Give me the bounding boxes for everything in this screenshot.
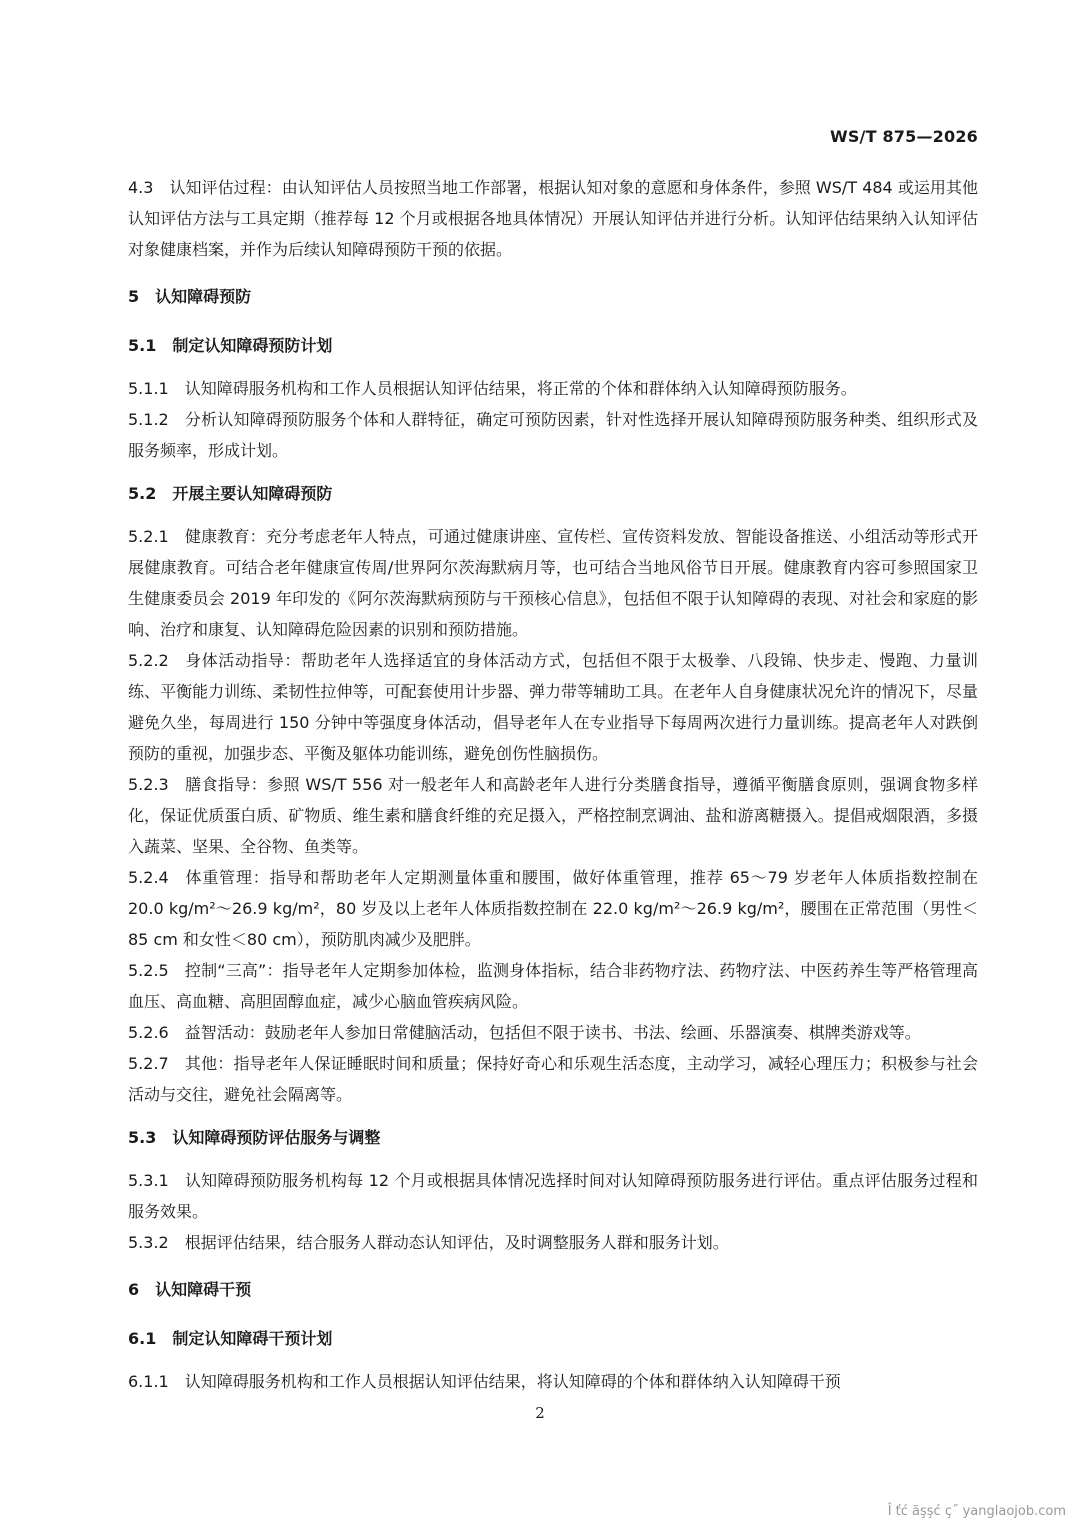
clause-number: 5.1.2 — [128, 410, 169, 429]
clause-paragraph — [128, 955, 978, 1017]
clause-number: 5.2.7 — [128, 1054, 169, 1073]
clause-number: 5.2 — [128, 484, 157, 503]
clause-paragraph — [128, 373, 978, 404]
clause-number: 5.1.1 — [128, 379, 169, 398]
clause-text: 根据评估结果，结合服务人群动态认知评估，及时调整服务人群和服务计划。 — [184, 1233, 729, 1252]
clause-text: 体重管理：指导和帮助老年人定期测量体重和腰围，做好体重管理，推荐 65～79 岁老年人体质指数控制在 20.0 kg/m²～26.9 kg/m²，80 岁及以上老年人体质指数控制在 22.0 kg/m²～26.9 kg/m²，腰围在正常范围（男性＜85 cm 和女性＜80 cm），预防肌肉减少及肥胖。 — [128, 868, 978, 949]
section-heading — [128, 281, 978, 312]
clause-paragraph — [128, 172, 978, 265]
clause-paragraph — [128, 404, 978, 466]
clause-paragraph — [128, 1227, 978, 1258]
clause-text: 开展主要认知障碍预防 — [172, 484, 333, 503]
clause-text: 认知评估过程：由认知评估人员按照当地工作部署，根据认知对象的意愿和身体条件，参照 WS/T 484 或运用其他认知评估方法与工具定期（推荐每 12 个月或根据各地具体情况）开展认知评估并进行分析。认知评估结果纳入认知评估对象健康档案，并作为后续认知障碍预防干预的依据。 — [128, 178, 978, 259]
clause-number: 5.3 — [128, 1128, 157, 1147]
clause-paragraph — [128, 1165, 978, 1227]
clause-text: 其他：指导老年人保证睡眠时间和质量；保持好奇心和乐观生活态度，主动学习，减轻心理压力；积极参与社会活动与交往，避免社会隔离等。 — [128, 1054, 978, 1104]
clause-number: 5.2.6 — [128, 1023, 169, 1042]
clause-text: 益智活动：鼓励老年人参加日常健脑活动，包括但不限于读书、书法、绘画、乐器演奏、棋牌类游戏等。 — [184, 1023, 921, 1042]
clause-number: 5.2.4 — [128, 868, 169, 887]
clause-number: 5.2.2 — [128, 651, 169, 670]
clause-text: 身体活动指导：帮助老年人选择适宜的身体活动方式，包括但不限于太极拳、八段锦、快步走、慢跑、力量训练、平衡能力训练、柔韧性拉伸等，可配套使用计步器、弹力带等辅助工具。在老年人自身健康状况允许的情况下，尽量避免久坐，每周进行 150 分钟中等强度身体活动，倡导老年人在专业指导下每周两次进行力量训练。提高老年人对跌倒预防的重视，加强步态、平衡及躯体功能训练，避免创伤性脑损伤。 — [128, 651, 978, 763]
standard-code: WS/T 875—2026 — [829, 127, 978, 146]
watermark: Î ťć ãşşć ç˝ yanglaojob.com — [887, 1504, 1066, 1519]
subsection-heading — [128, 1323, 978, 1354]
subsection-heading — [128, 1122, 978, 1153]
clause-text: 认知障碍预防 — [155, 287, 252, 306]
clause-number: 6.1 — [128, 1329, 157, 1348]
clause-text: 制定认知障碍干预计划 — [172, 1329, 333, 1348]
clause-paragraph — [128, 1017, 978, 1048]
clause-paragraph — [128, 521, 978, 645]
clause-paragraph — [128, 645, 978, 769]
section-heading — [128, 1274, 978, 1305]
subsection-heading — [128, 478, 978, 509]
clause-text: 制定认知障碍预防计划 — [172, 336, 333, 355]
clause-number: 5.2.1 — [128, 527, 169, 546]
clause-text: 膳食指导：参照 WS/T 556 对一般老年人和高龄老年人进行分类膳食指导，遵循平衡膳食原则，强调食物多样化，保证优质蛋白质、矿物质、维生素和膳食纤维的充足摄入，严格控制烹调油、盐和游离糖摄入。提倡戒烟限酒，多摄入蔬菜、坚果、全谷物、鱼类等。 — [128, 775, 978, 856]
document-body — [128, 172, 978, 1397]
clause-number: 5.2.3 — [128, 775, 169, 794]
clause-number: 6.1.1 — [128, 1372, 169, 1391]
clause-text: 认知障碍预防评估服务与调整 — [172, 1128, 381, 1147]
clause-text: 分析认知障碍预防服务个体和人群特征，确定可预防因素，针对性选择开展认知障碍预防服务种类、组织形式及服务频率，形成计划。 — [128, 410, 978, 460]
clause-paragraph — [128, 769, 978, 862]
clause-text: 认知障碍预防服务机构每 12 个月或根据具体情况选择时间对认知障碍预防服务进行评估。重点评估服务过程和服务效果。 — [128, 1171, 978, 1221]
clause-number: 4.3 — [128, 178, 154, 197]
clause-number: 6 — [128, 1280, 140, 1299]
clause-number: 5.1 — [128, 336, 157, 355]
clause-paragraph — [128, 862, 978, 955]
clause-number: 5.3.2 — [128, 1233, 169, 1252]
clause-text: 认知障碍服务机构和工作人员根据认知评估结果，将正常的个体和群体纳入认知障碍预防服务。 — [184, 379, 857, 398]
clause-text: 认知障碍服务机构和工作人员根据认知评估结果，将认知障碍的个体和群体纳入认知障碍干预 — [184, 1372, 841, 1391]
clause-number: 5.3.1 — [128, 1171, 169, 1190]
clause-text: 认知障碍干预 — [155, 1280, 252, 1299]
subsection-heading — [128, 330, 978, 361]
clause-paragraph — [128, 1048, 978, 1110]
page-number: 2 — [535, 1404, 545, 1422]
clause-text: 健康教育：充分考虑老年人特点，可通过健康讲座、宣传栏、宣传资料发放、智能设备推送、小组活动等形式开展健康教育。可结合老年健康宣传周/世界阿尔茨海默病月等，也可结合当地风俗节日开展。健康教育内容可参照国家卫生健康委员会 2019 年印发的《阿尔茨海默病预防与干预核心信息》，包括但不限于认知障碍的表现、对社会和家庭的影响、治疗和康复、认知障碍危险因素的识别和预防措施。 — [128, 527, 978, 639]
clause-paragraph — [128, 1366, 978, 1397]
clause-number: 5 — [128, 287, 140, 306]
clause-number: 5.2.5 — [128, 961, 169, 980]
clause-text: 控制“三高”：指导老年人定期参加体检，监测身体指标，结合非药物疗法、药物疗法、中医药养生等严格管理高血压、高血糖、高胆固醇血症，减少心脑血管疾病风险。 — [128, 961, 978, 1011]
